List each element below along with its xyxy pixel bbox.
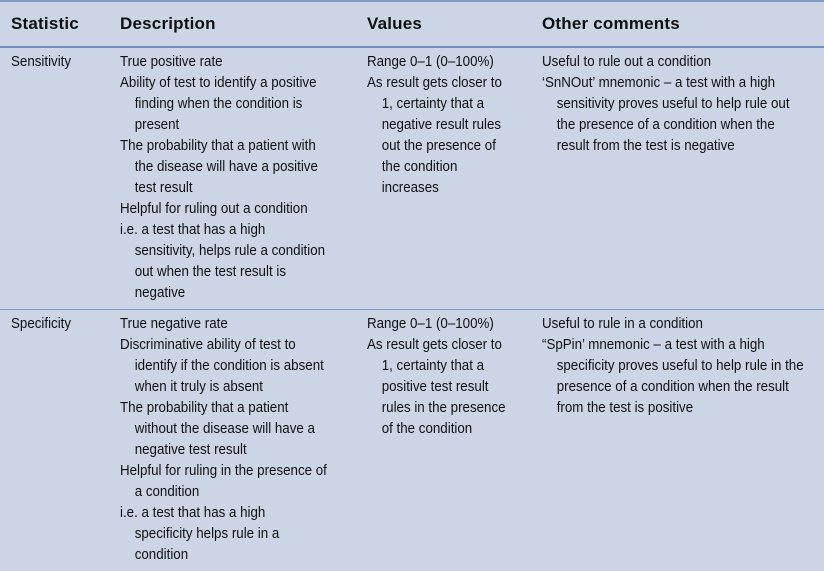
description-line: i.e. a test that has a high	[120, 222, 266, 238]
table-header-row	[0, 0, 824, 48]
comments-line: the presence of a condition when the	[556, 117, 775, 133]
description-line: specificity helps rule in a	[134, 526, 280, 542]
description-line: The probability that a patient	[120, 400, 289, 416]
description-line: finding when the condition is	[134, 96, 303, 112]
statistic-label: Sensitivity	[11, 54, 72, 70]
description-line: sensitivity, helps rule a condition	[134, 243, 326, 259]
cell-values	[367, 314, 518, 440]
values-line: negative result rules	[381, 117, 502, 133]
header-other-comments: Other comments	[542, 14, 680, 33]
cell-statistic	[11, 314, 76, 335]
values-line: As result gets closer to	[367, 337, 502, 353]
values-line: 1, certainty that a	[381, 358, 485, 374]
cell-description	[120, 314, 345, 566]
cell-description	[120, 52, 343, 304]
values-line: of the condition	[381, 421, 473, 437]
cell-values	[367, 52, 514, 199]
description-line: The probability that a patient with	[120, 138, 316, 154]
comments-line: Useful to rule out a condition	[542, 54, 712, 70]
values-line: out the presence of	[381, 138, 496, 154]
values-line: As result gets closer to	[367, 75, 502, 91]
values-line: rules in the presence	[381, 400, 506, 416]
values-line: positive test result	[381, 379, 489, 395]
description-line: out when the test result is	[134, 264, 286, 280]
values-line: Range 0–1 (0–100%)	[367, 54, 494, 70]
comments-line: from the test is positive	[556, 400, 694, 416]
description-line: identify if the condition is absent	[134, 358, 324, 374]
comments-line: result from the test is negative	[556, 138, 735, 154]
comments-line: “SpPin’ mnemonic – a test with a high	[542, 337, 765, 353]
description-line: Helpful for ruling out a condition	[120, 201, 308, 217]
header-description: Description	[120, 14, 216, 33]
description-line: without the disease will have a	[134, 421, 315, 437]
statistic-label: Specificity	[11, 316, 72, 332]
comments-line: Useful to rule in a condition	[542, 316, 703, 332]
comments-line: specificity proves useful to help rule in the	[556, 358, 804, 374]
description-line: present	[134, 117, 180, 133]
cell-other-comments	[542, 314, 824, 419]
values-line: the condition	[381, 159, 458, 175]
table-row-sensitivity	[0, 48, 824, 310]
description-line: condition	[134, 547, 189, 563]
comments-line: ‘SnNOut’ mnemonic – a test with a high	[542, 75, 776, 91]
values-line: increases	[381, 180, 439, 196]
description-line: Discriminative ability of test to	[120, 337, 296, 353]
description-line: test result	[134, 180, 193, 196]
cell-statistic	[11, 52, 76, 73]
cell-other-comments	[542, 52, 811, 157]
description-line: a condition	[134, 484, 200, 500]
table-row-specificity	[0, 310, 824, 571]
header-statistic: Statistic	[11, 14, 79, 33]
description-line: True positive rate	[120, 54, 223, 70]
description-line: i.e. a test that has a high	[120, 505, 266, 521]
values-line: 1, certainty that a	[381, 96, 485, 112]
description-line: Ability of test to identify a positive	[120, 75, 317, 91]
description-line: negative test result	[134, 442, 247, 458]
comments-line: presence of a condition when the result	[556, 379, 789, 395]
description-line: when it truly is absent	[134, 379, 264, 395]
header-values: Values	[367, 14, 423, 33]
description-line: negative	[134, 285, 186, 301]
description-line: the disease will have a positive	[134, 159, 318, 175]
description-line: Helpful for ruling in the presence of	[120, 463, 327, 479]
description-line: True negative rate	[120, 316, 228, 332]
values-line: Range 0–1 (0–100%)	[367, 316, 494, 332]
comments-line: sensitivity proves useful to help rule out	[556, 96, 790, 112]
